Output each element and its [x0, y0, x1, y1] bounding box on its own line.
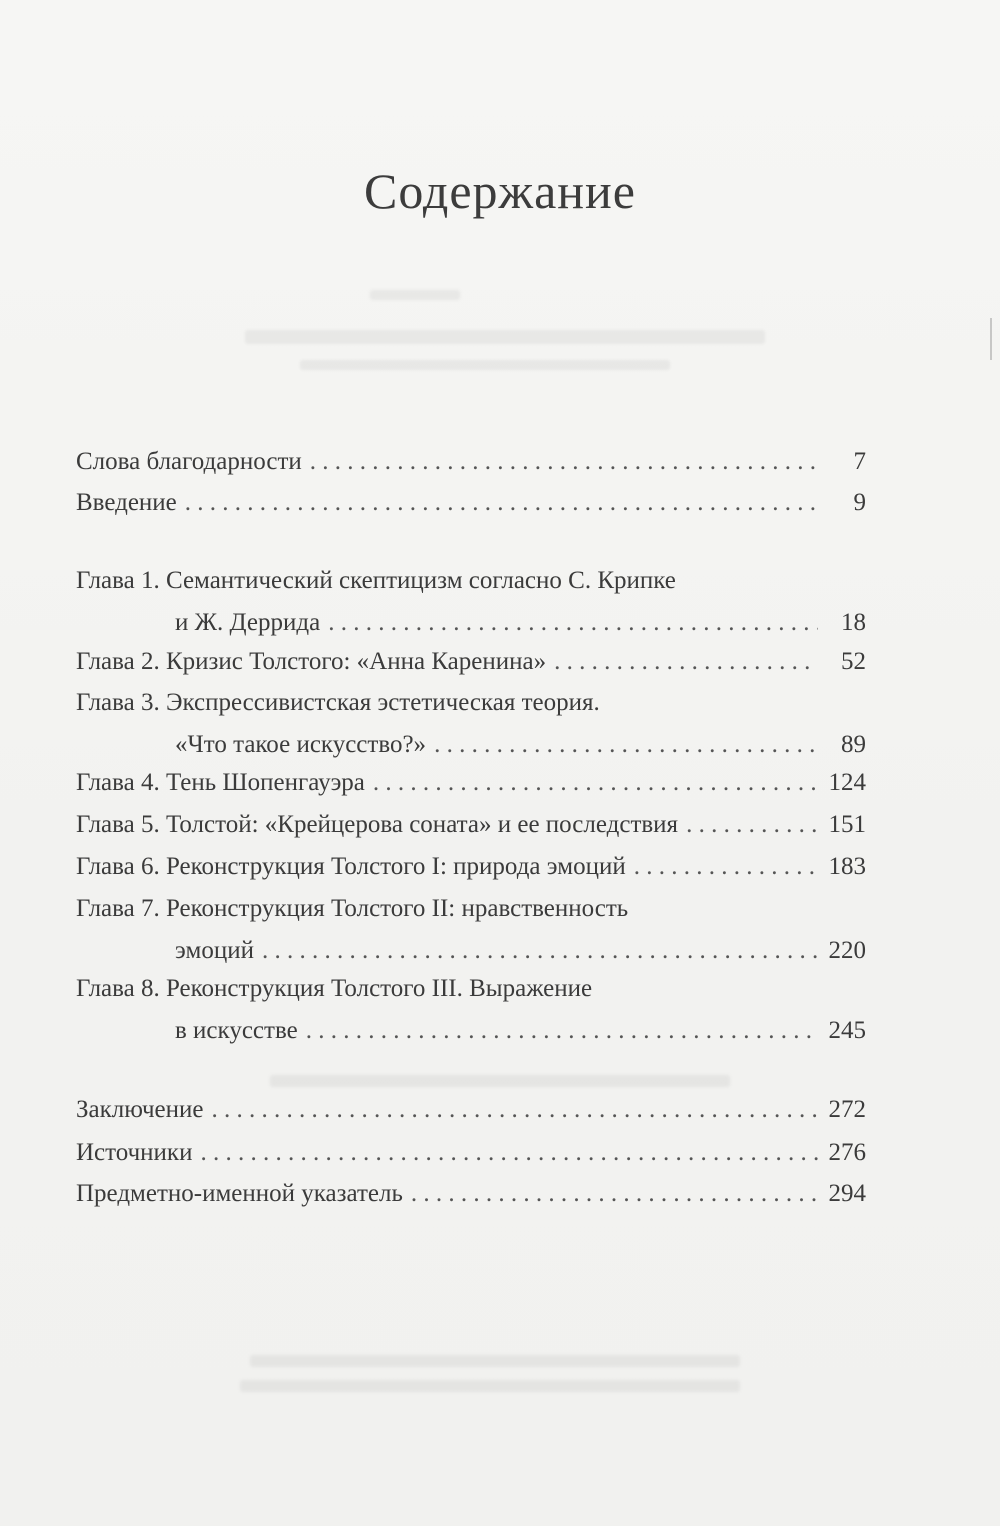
toc-entry-title: Глава 3. Экспрессивистская эстетическая теория.: [76, 689, 600, 716]
leader-dots: [310, 441, 818, 483]
toc-page-number: 294: [828, 1180, 866, 1207]
toc-entry-chapter-3[interactable]: [76, 682, 866, 766]
leader-dots: [328, 602, 818, 644]
leader-dots: [200, 1132, 818, 1174]
toc-entry-title-continued: «Что такое искусство?»: [175, 731, 427, 758]
toc-page-number: 245: [828, 1017, 866, 1044]
bleed-through-text: [240, 1380, 740, 1392]
toc-entry-title: Глава 7. Реконструкция Толстого II: нравственность: [76, 895, 629, 922]
leader-dots: [411, 1173, 818, 1215]
toc-line: [76, 1132, 866, 1174]
toc-line: [76, 888, 866, 930]
toc-entry-conclusion[interactable]: [76, 1089, 866, 1131]
bleed-through-text: [250, 1355, 740, 1367]
leader-dots: [373, 762, 818, 804]
toc-entry-introduction[interactable]: [76, 482, 866, 524]
toc-line: [76, 724, 866, 766]
toc-line: [76, 1173, 866, 1215]
toc-entry-sources[interactable]: [76, 1132, 866, 1174]
toc-line: [76, 804, 866, 846]
toc-page-number: 276: [828, 1139, 866, 1166]
leader-dots: [185, 482, 818, 524]
toc-page-number: 124: [828, 769, 866, 796]
leader-dots: [212, 1089, 819, 1131]
toc-entry-title: Источники: [76, 1139, 193, 1166]
scan-artifact: [990, 318, 992, 360]
toc-entry-title: Предметно-именной указатель: [76, 1180, 403, 1207]
bleed-through-text: [300, 360, 670, 370]
toc-entry-chapter-5[interactable]: [76, 804, 866, 846]
toc-entry-chapter-4[interactable]: [76, 762, 866, 804]
leader-dots: [554, 641, 818, 683]
toc-line: [76, 560, 866, 602]
toc-entry-title: Глава 5. Толстой: «Крейцерова соната» и ее последствия: [76, 811, 679, 838]
toc-entry-title-continued: эмоций: [175, 937, 254, 964]
toc-page-number: 18: [841, 609, 866, 636]
leader-dots: [262, 930, 818, 972]
toc-entry-acknowledgements[interactable]: [76, 441, 866, 483]
toc-line: [76, 641, 866, 683]
leader-dots: [434, 724, 818, 766]
leader-dots: [686, 804, 818, 846]
leader-dots: [306, 1010, 818, 1052]
toc-entry-chapter-7[interactable]: [76, 888, 866, 972]
toc-entry-title: Глава 2. Кризис Толстого: «Анна Каренина»: [76, 648, 547, 675]
toc-entry-title-continued: в искусстве: [175, 1017, 298, 1044]
toc-entry-title: Глава 1. Семантический скептицизм согласно С. Крипке: [76, 567, 676, 594]
toc-page-number: 272: [828, 1096, 866, 1123]
toc-line: [76, 968, 866, 1010]
toc-entry-title: Глава 6. Реконструкция Толстого I: природа эмоций: [76, 853, 626, 880]
toc-page-number: 9: [853, 489, 866, 516]
toc-line: [76, 441, 866, 483]
toc-entry-title: Глава 4. Тень Шопенгауэра: [76, 769, 365, 796]
toc-line: [76, 1089, 866, 1131]
toc-entry-index[interactable]: [76, 1173, 866, 1215]
toc-line: [76, 682, 866, 724]
toc-entry-title: Слова благодарности: [76, 448, 302, 475]
toc-page-number: 89: [841, 731, 866, 758]
toc-line: [76, 846, 866, 888]
toc-page-number: 220: [828, 937, 866, 964]
toc-line: [76, 930, 866, 972]
bleed-through-text: [270, 1075, 730, 1087]
toc-page-number: 52: [841, 648, 866, 675]
toc-page-number: 151: [828, 811, 866, 838]
toc-page-number: 183: [828, 853, 866, 880]
leader-dots: [634, 846, 818, 888]
toc-entry-chapter-2[interactable]: [76, 641, 866, 683]
toc-entry-title: Введение: [76, 489, 177, 516]
toc-line: [76, 482, 866, 524]
toc-page-number: 7: [853, 448, 866, 475]
toc-entry-chapter-1[interactable]: [76, 560, 866, 644]
toc-entry-title: Глава 8. Реконструкция Толстого III. Выражение: [76, 975, 593, 1002]
toc-entry-chapter-6[interactable]: [76, 846, 866, 888]
toc-line: [76, 602, 866, 644]
page-title: Содержание: [364, 162, 636, 219]
bleed-through-text: [370, 290, 460, 300]
toc-entry-title: Заключение: [76, 1096, 204, 1123]
bleed-through-text: [245, 330, 765, 344]
toc-line: [76, 762, 866, 804]
toc-entry-chapter-8[interactable]: [76, 968, 866, 1052]
toc-line: [76, 1010, 866, 1052]
toc-entry-title-continued: и Ж. Деррида: [175, 609, 321, 636]
